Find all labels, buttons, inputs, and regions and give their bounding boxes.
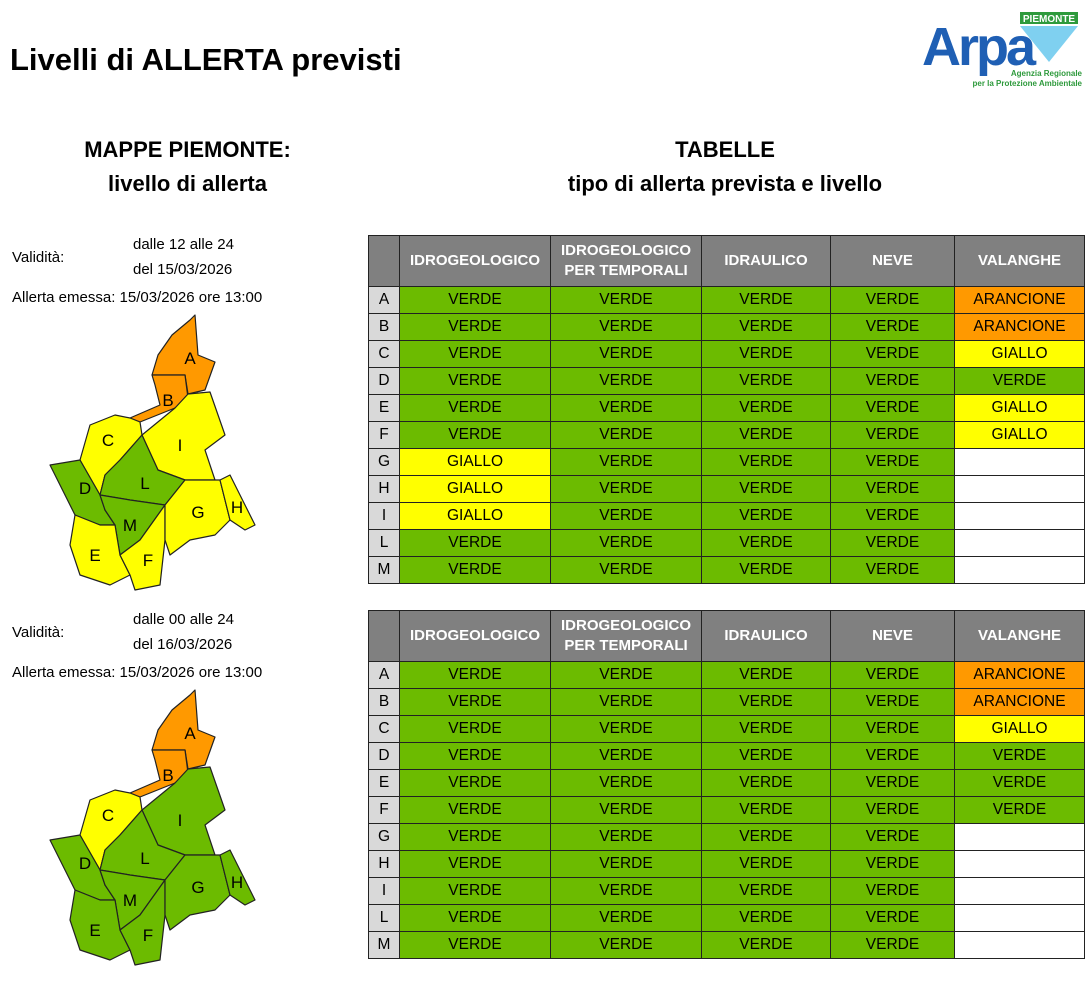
alert-level-cell: GIALLO (955, 422, 1085, 449)
column-header: IDROGEOLOGICO PER TEMPORALI (551, 611, 702, 662)
zone-cell: G (369, 824, 400, 851)
map-zone-label: C (101, 806, 115, 825)
page-title: Livelli di ALLERTA previsti (10, 42, 402, 77)
column-header: IDROGEOLOGICO (400, 236, 551, 287)
table-row (369, 716, 1085, 743)
header-corner (369, 611, 400, 662)
column-header: IDRAULICO (702, 611, 831, 662)
alert-level-cell (955, 530, 1085, 557)
alert-level-cell: VERDE (400, 797, 551, 824)
zone-cell: I (369, 503, 400, 530)
validity-date: del 16/03/2026 (133, 636, 233, 653)
alert-level-cell: VERDE (702, 743, 831, 770)
svg-text:per la Protezione Ambientale: per la Protezione Ambientale (972, 79, 1082, 88)
zone-cell: H (369, 851, 400, 878)
column-header: NEVE (831, 236, 955, 287)
alert-level-cell: VERDE (551, 341, 702, 368)
map-zone-label: F (142, 551, 154, 570)
zone-cell: D (369, 368, 400, 395)
column-header: IDRAULICO (702, 236, 831, 287)
alert-level-cell: VERDE (551, 905, 702, 932)
alert-level-cell: VERDE (831, 368, 955, 395)
alert-level-cell: VERDE (702, 557, 831, 584)
table-row (369, 797, 1085, 824)
alert-level-cell: VERDE (702, 905, 831, 932)
issued-time: Allerta emessa: 15/03/2026 ore 13:00 (12, 289, 263, 306)
table-header (369, 236, 1085, 287)
table-row (369, 422, 1085, 449)
alert-level-cell: VERDE (551, 368, 702, 395)
map-zone-label: B (162, 766, 174, 785)
map-zone-label: H (230, 498, 244, 517)
alert-level-cell: VERDE (551, 395, 702, 422)
validity-label: Validità: (12, 624, 65, 641)
alert-level-cell (955, 557, 1085, 584)
validity-date: del 15/03/2026 (133, 261, 233, 278)
alert-level-cell: VERDE (702, 341, 831, 368)
alert-level-cell: VERDE (702, 449, 831, 476)
alert-level-cell: VERDE (831, 689, 955, 716)
alert-level-cell: GIALLO (955, 395, 1085, 422)
alert-level-cell: VERDE (702, 422, 831, 449)
table-row (369, 770, 1085, 797)
table-row (369, 314, 1085, 341)
zone-cell: D (369, 743, 400, 770)
map-zone-label: A (184, 349, 196, 368)
zone-cell: B (369, 314, 400, 341)
alert-level-cell: VERDE (702, 770, 831, 797)
alert-level-cell (955, 449, 1085, 476)
alert-level-cell: VERDE (702, 797, 831, 824)
table-row (369, 287, 1085, 314)
alert-level-cell: VERDE (702, 662, 831, 689)
zone-cell: L (369, 905, 400, 932)
map-zone-label: H (230, 873, 244, 892)
table-row (369, 557, 1085, 584)
alert-level-cell (955, 905, 1085, 932)
alert-level-cell: VERDE (551, 422, 702, 449)
table-row (369, 824, 1085, 851)
alert-level-cell: VERDE (400, 932, 551, 959)
alert-level-cell: VERDE (400, 824, 551, 851)
arpa-logo (920, 10, 1085, 90)
maps-heading-line1: MAPPE PIEMONTE: (84, 137, 291, 162)
alert-level-cell: ARANCIONE (955, 287, 1085, 314)
alert-level-cell: VERDE (831, 716, 955, 743)
svg-text:PIEMONTE: PIEMONTE (1022, 14, 1076, 25)
alert-level-cell: VERDE (551, 662, 702, 689)
map-zone-label: D (78, 479, 92, 498)
svg-text:Agenzia Regionale: Agenzia Regionale (1010, 69, 1082, 78)
zone-cell: F (369, 422, 400, 449)
tables-heading-line1: TABELLE (675, 137, 775, 162)
zone-cell: C (369, 716, 400, 743)
alert-level-cell: VERDE (551, 770, 702, 797)
alert-level-cell: VERDE (831, 314, 955, 341)
alert-level-cell: VERDE (702, 851, 831, 878)
zone-cell: M (369, 557, 400, 584)
alert-level-cell: VERDE (831, 932, 955, 959)
alert-level-cell: VERDE (831, 743, 955, 770)
header-corner (369, 236, 400, 287)
map-zone-label: L (140, 849, 150, 868)
alert-table (368, 610, 1085, 959)
alert-level-cell: VERDE (551, 878, 702, 905)
map-zone-label: E (89, 921, 101, 940)
table-header (369, 611, 1085, 662)
alert-level-cell: VERDE (831, 422, 955, 449)
zone-cell: A (369, 662, 400, 689)
table-row (369, 878, 1085, 905)
alert-level-cell: VERDE (400, 341, 551, 368)
alert-level-cell: VERDE (955, 770, 1085, 797)
alert-level-cell (955, 476, 1085, 503)
alert-level-cell: VERDE (831, 530, 955, 557)
alert-level-cell: GIALLO (400, 449, 551, 476)
maps-heading (40, 133, 335, 201)
alert-level-cell: VERDE (702, 716, 831, 743)
alert-level-cell: VERDE (702, 503, 831, 530)
piemonte-map (40, 685, 270, 970)
zone-cell: B (369, 689, 400, 716)
alert-level-cell: VERDE (702, 395, 831, 422)
alert-level-cell: VERDE (400, 716, 551, 743)
alert-level-cell: VERDE (831, 662, 955, 689)
maps-heading-line2: livello di allerta (108, 171, 267, 196)
alert-level-cell: VERDE (831, 395, 955, 422)
map-zone-label: M (122, 516, 138, 535)
zone-cell: L (369, 530, 400, 557)
zone-cell: M (369, 932, 400, 959)
alert-level-cell: VERDE (702, 287, 831, 314)
alert-level-cell: VERDE (551, 557, 702, 584)
alert-level-cell: VERDE (831, 503, 955, 530)
column-header: IDROGEOLOGICO (400, 611, 551, 662)
alert-level-cell: VERDE (400, 557, 551, 584)
table-row (369, 395, 1085, 422)
zone-cell: I (369, 878, 400, 905)
alert-level-cell: ARANCIONE (955, 662, 1085, 689)
alert-level-cell: VERDE (400, 905, 551, 932)
tables-heading (480, 133, 970, 201)
alert-level-cell: VERDE (551, 797, 702, 824)
map-zone-label: F (142, 926, 154, 945)
piemonte-map (40, 310, 270, 595)
alert-level-cell: ARANCIONE (955, 314, 1085, 341)
table-row (369, 530, 1085, 557)
alert-level-cell: VERDE (551, 314, 702, 341)
zone-cell: G (369, 449, 400, 476)
alert-level-cell (955, 932, 1085, 959)
tables-heading-line2: tipo di allerta prevista e livello (567, 171, 883, 196)
alert-level-cell: VERDE (400, 314, 551, 341)
alert-level-cell: VERDE (551, 476, 702, 503)
table-row (369, 449, 1085, 476)
alert-level-cell: VERDE (551, 689, 702, 716)
map-zone-label: G (191, 878, 205, 897)
issued-time: Allerta emessa: 15/03/2026 ore 13:00 (12, 664, 263, 681)
table-row (369, 905, 1085, 932)
alert-level-cell: VERDE (831, 557, 955, 584)
alert-level-cell: VERDE (400, 530, 551, 557)
alert-level-cell: GIALLO (400, 476, 551, 503)
alert-level-cell: VERDE (551, 743, 702, 770)
zone-cell: F (369, 797, 400, 824)
table-row (369, 851, 1085, 878)
alert-level-cell: VERDE (400, 851, 551, 878)
map-zone-label: D (78, 854, 92, 873)
map-zone-label: L (140, 474, 150, 493)
alert-level-cell: VERDE (400, 878, 551, 905)
alert-level-cell (955, 824, 1085, 851)
alert-level-cell: VERDE (831, 905, 955, 932)
alert-level-cell: VERDE (702, 530, 831, 557)
table-row (369, 368, 1085, 395)
validity-hours: dalle 00 alle 24 (133, 611, 234, 628)
alert-level-cell: VERDE (551, 530, 702, 557)
alert-level-cell: VERDE (702, 878, 831, 905)
alert-level-cell: VERDE (955, 368, 1085, 395)
alert-level-cell: VERDE (831, 851, 955, 878)
zone-cell: A (369, 287, 400, 314)
alert-level-cell: VERDE (702, 314, 831, 341)
alert-level-cell: VERDE (551, 716, 702, 743)
alert-level-cell: VERDE (551, 503, 702, 530)
alert-level-cell: VERDE (551, 851, 702, 878)
alert-level-cell: VERDE (400, 770, 551, 797)
map-zone-label: I (177, 811, 183, 830)
table-row (369, 476, 1085, 503)
alert-level-cell: VERDE (831, 797, 955, 824)
alert-level-cell: VERDE (400, 368, 551, 395)
alert-level-cell: VERDE (702, 368, 831, 395)
column-header: NEVE (831, 611, 955, 662)
alert-level-cell: VERDE (551, 932, 702, 959)
table-row (369, 743, 1085, 770)
alert-level-cell: VERDE (831, 770, 955, 797)
column-header: VALANGHE (955, 236, 1085, 287)
table-row (369, 662, 1085, 689)
map-zone-label: M (122, 891, 138, 910)
table-row (369, 341, 1085, 368)
zone-cell: E (369, 770, 400, 797)
alert-level-cell: VERDE (702, 689, 831, 716)
alert-level-cell: VERDE (400, 422, 551, 449)
svg-text:Arpa: Arpa (922, 17, 1034, 77)
alert-level-cell: VERDE (831, 476, 955, 503)
alert-level-cell (955, 503, 1085, 530)
alert-level-cell: VERDE (400, 689, 551, 716)
zone-cell: E (369, 395, 400, 422)
alert-level-cell: VERDE (702, 476, 831, 503)
map-zone-label: A (184, 724, 196, 743)
table-row (369, 503, 1085, 530)
alert-level-cell: VERDE (955, 797, 1085, 824)
map-zone-label: B (162, 391, 174, 410)
alert-level-cell: VERDE (831, 824, 955, 851)
alert-level-cell: VERDE (955, 743, 1085, 770)
alert-level-cell: GIALLO (400, 503, 551, 530)
alert-level-cell: VERDE (400, 743, 551, 770)
map-zone-label: E (89, 546, 101, 565)
zone-cell: C (369, 341, 400, 368)
alert-level-cell: GIALLO (955, 341, 1085, 368)
alert-level-cell: VERDE (551, 287, 702, 314)
column-header: IDROGEOLOGICO PER TEMPORALI (551, 236, 702, 287)
alert-level-cell: VERDE (702, 824, 831, 851)
alert-level-cell: ARANCIONE (955, 689, 1085, 716)
alert-level-cell: VERDE (400, 287, 551, 314)
alert-level-cell: VERDE (400, 395, 551, 422)
alert-table (368, 235, 1085, 584)
map-zone-label: G (191, 503, 205, 522)
alert-level-cell (955, 851, 1085, 878)
alert-level-cell: VERDE (702, 932, 831, 959)
table-row (369, 689, 1085, 716)
alert-level-cell: VERDE (551, 824, 702, 851)
alert-level-cell: VERDE (831, 341, 955, 368)
alert-level-cell: VERDE (551, 449, 702, 476)
map-zone-label: C (101, 431, 115, 450)
alert-level-cell: VERDE (831, 287, 955, 314)
alert-level-cell: VERDE (400, 662, 551, 689)
validity-label: Validità: (12, 249, 65, 266)
column-header: VALANGHE (955, 611, 1085, 662)
validity-hours: dalle 12 alle 24 (133, 236, 234, 253)
map-zone-label: I (177, 436, 183, 455)
zone-cell: H (369, 476, 400, 503)
alert-level-cell: VERDE (831, 449, 955, 476)
table-row (369, 932, 1085, 959)
alert-level-cell: GIALLO (955, 716, 1085, 743)
alert-level-cell: VERDE (831, 878, 955, 905)
alert-level-cell (955, 878, 1085, 905)
